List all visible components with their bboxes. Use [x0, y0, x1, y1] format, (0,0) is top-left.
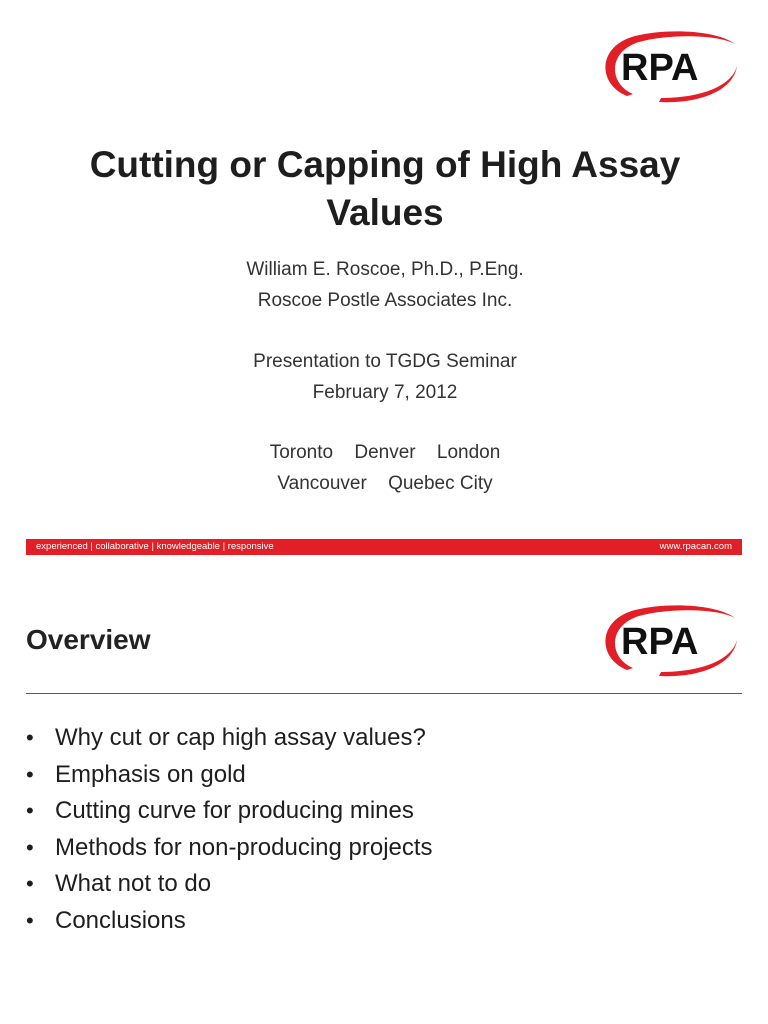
event-block [40, 346, 730, 408]
author-name: William E. Roscoe, Ph.D., P.Eng. [246, 259, 524, 280]
footer-tagline: experienced | collaborative | knowledgeable | responsive [36, 541, 274, 552]
bullet-text: Conclusions [55, 906, 186, 934]
footer-bar [26, 539, 742, 555]
overview-bullet-list [26, 720, 433, 940]
bullet-icon: • [26, 907, 34, 933]
title-line-2: Values [326, 192, 444, 233]
cities-row-2 [40, 468, 730, 499]
author-block [40, 254, 730, 316]
bullet-text: What not to do [55, 870, 212, 898]
bullet-icon: • [26, 761, 34, 787]
footer-website-link[interactable]: www.rpacan.com [659, 541, 732, 552]
logo-text: RPA [621, 47, 699, 89]
list-item [26, 757, 433, 794]
cities-row-1 [40, 437, 730, 468]
bullet-text: Why cut or cap high assay values? [55, 724, 426, 751]
city: Quebec City [388, 473, 493, 494]
city: Vancouver [277, 473, 367, 494]
list-item [26, 866, 433, 903]
city: Denver [354, 442, 416, 463]
bullet-icon: • [26, 725, 34, 750]
overview-title: Overview [26, 624, 151, 655]
slide-title [40, 141, 730, 237]
logo-text: RPA [621, 621, 699, 663]
event-date: February 7, 2012 [312, 382, 458, 403]
company-name: Roscoe Postle Associates Inc. [257, 290, 513, 311]
city: Toronto [269, 442, 334, 463]
list-item [26, 903, 433, 940]
title-divider [26, 693, 742, 694]
cities-block [40, 437, 730, 499]
bullet-text: Emphasis on gold [55, 760, 246, 788]
rpa-logo [597, 600, 739, 680]
list-item [26, 793, 433, 830]
bullet-icon: • [26, 798, 34, 824]
rpa-logo [597, 26, 739, 106]
list-item [26, 830, 433, 867]
bullet-text: Cutting curve for producing mines [55, 797, 414, 825]
bullet-icon: • [26, 834, 34, 860]
bullet-text: Methods for non-producing projects [55, 833, 433, 861]
city: London [436, 442, 501, 463]
event-name: Presentation to TGDG Seminar [253, 351, 517, 372]
list-item [26, 720, 433, 757]
bullet-icon: • [26, 871, 34, 897]
title-line-1: Cutting or Capping of High Assay [89, 144, 681, 185]
